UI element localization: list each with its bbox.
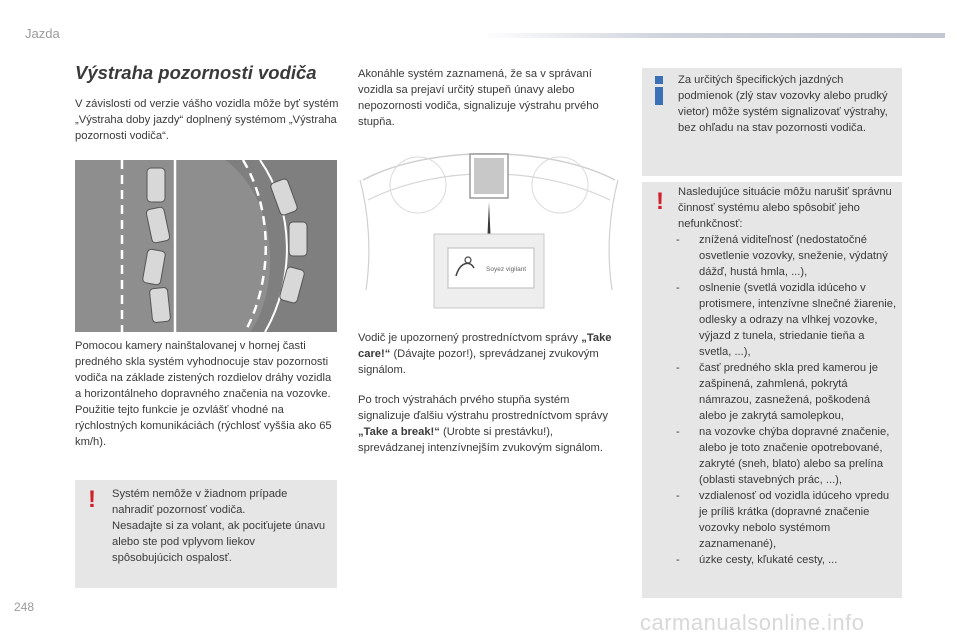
intro-paragraph: V závislosti od verzie vášho vozidla môže byť systém „Výstraha doby jazdy“ doplnený systémom „Výstraha pozornosti vodiča“. bbox=[75, 98, 339, 142]
conditions-list bbox=[673, 232, 898, 568]
take-care-pre: Vodič je upozornený prostredníctvom správy bbox=[358, 332, 579, 344]
usage-paragraph: Použitie tejto funkcie je ozvlášť vhodné na rýchlostných komunikáciách (rýchlosť vyššia ako 65 km/h). bbox=[75, 404, 332, 448]
take-break-pre: Po troch výstrahách prvého stupňa systém signalizuje ďalšiu výstrahu prostredníctvom správy bbox=[358, 394, 608, 422]
take-break-post: (Urobte si prestávku!), sprevádzanej intenzívnejším zvukovým signálom. bbox=[358, 426, 603, 454]
list-item: - časť predného skla pred kamerou je zašpinená, zahmlená, pokrytá námrazou, zasnežená, poškodená alebo je zakrytá samolepkou, bbox=[673, 360, 898, 424]
info-text bbox=[678, 72, 896, 136]
page-title: Výstraha pozornosti vodiča bbox=[75, 62, 317, 83]
list-item: - vzdialenosť od vozidla idúceho vpredu je príliš krátka (dopravné značenie vozovky nebolo systémom zaznamenané), bbox=[673, 488, 898, 552]
exclamation-icon: ! bbox=[88, 486, 96, 513]
dashboard-display-illustration bbox=[358, 140, 620, 320]
display-caption: Soyez vigilant bbox=[486, 266, 527, 273]
lane-drift-illustration bbox=[75, 160, 337, 332]
warning-line-1: Systém nemôže v žiadnom prípade nahradiť pozornosť vodiča. bbox=[112, 488, 288, 516]
header-bar bbox=[480, 33, 945, 38]
info-icon bbox=[655, 76, 663, 105]
warning-line-2: Nesadajte si za volant, ak pociťujete únavu alebo ste pod vplyvom liekov spôsobujúcich ospalosť. bbox=[112, 520, 326, 564]
warning-text-driver bbox=[112, 486, 327, 566]
exclamation-icon: ! bbox=[656, 188, 664, 215]
list-item: - na vozovke chýba dopravné značenie, alebo je toto značenie opotrebované, zakryté (sneh, blato) alebo sa prelína (oblasti stavebných prác, ...), bbox=[673, 424, 898, 488]
page-number: 248 bbox=[14, 600, 35, 614]
intro-text bbox=[75, 96, 340, 152]
info-paragraph: Za určitých špecifických jazdných podmienok (zlý stav vozovky alebo prudký vietor) môže systém signalizovať výstrahy, bez ohľadu na stav pozornosti vodiča. bbox=[678, 74, 888, 134]
warning-text-conditions bbox=[678, 184, 898, 568]
take-care-post: (Dávajte pozor!), sprevádzanej zvukovým signálom. bbox=[358, 348, 599, 376]
section-title: Jazda bbox=[25, 26, 60, 41]
warning-intro: Nasledujúce situácie môžu narušiť správnu činnosť systému alebo spôsobiť jeho nefunkčnosť: bbox=[678, 186, 892, 230]
list-item: - úzke cesty, kľukaté cesty, ... bbox=[673, 552, 898, 568]
list-item: - oslnenie (svetlá vozidla idúceho v protismere, intenzívne slnečné žiarenie, odlesky a odrazy na vlhkej vozovke, výjazd z tunela, striedanie tieňa a svetla, ...), bbox=[673, 280, 898, 360]
camera-paragraph: Pomocou kamery nainštalovanej v hornej časti predného skla systém vyhodnocuje stav pozornosti vodiča na základe zistených rozdielov dráhy vozidla a horizontálneho dopravného značenia na vozovke. bbox=[75, 340, 332, 400]
body-text-col1 bbox=[75, 338, 340, 458]
list-item: - znížená viditeľnosť (nedostatočné osvetlenie vozovky, sneženie, výdatný dážď, hustá hmla, ...), bbox=[673, 232, 898, 280]
watermark: carmanualsonline.info bbox=[640, 610, 865, 635]
take-break-message: „Take a break!“ bbox=[358, 426, 440, 438]
take-care-message: „Take care!“ bbox=[358, 332, 612, 360]
first-level-paragraph: Akonáhle systém zaznamená, že sa v správaní vozidla sa prejaví určitý stupeň únavy alebo nepozornosti vodiča, signalizuje výstrahu prvého stupňa. bbox=[358, 68, 599, 128]
body-text-col2-top bbox=[358, 66, 620, 138]
body-text-col2-bottom bbox=[358, 330, 620, 464]
